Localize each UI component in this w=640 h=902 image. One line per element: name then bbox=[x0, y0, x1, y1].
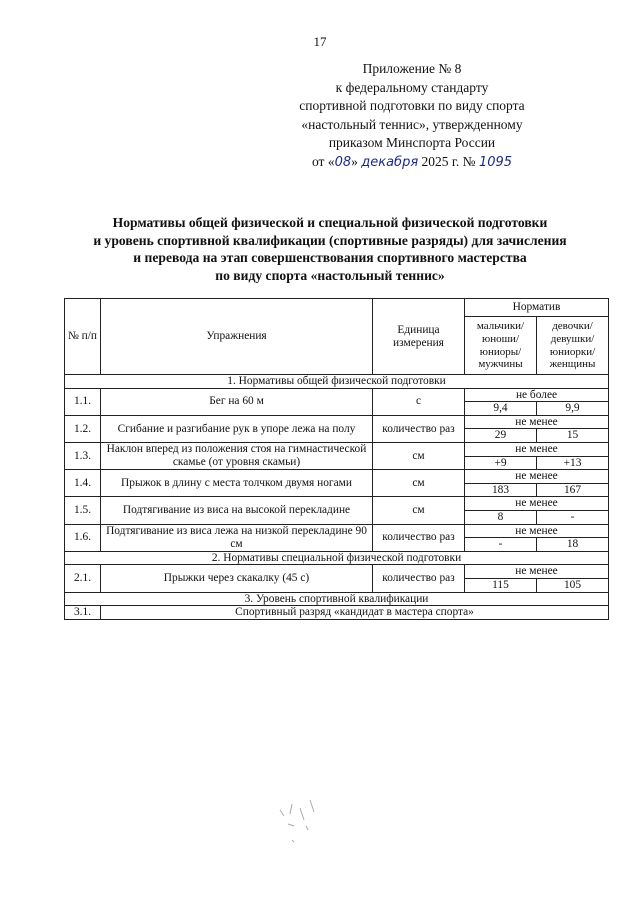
page-number: 17 bbox=[313, 34, 327, 49]
row-value-girls: 167 bbox=[537, 483, 609, 497]
row-condition: не менее bbox=[465, 415, 609, 429]
row-num: 1.6. bbox=[65, 524, 101, 551]
header-exercise: Упражнения bbox=[101, 299, 373, 375]
row-value-boys: 29 bbox=[465, 429, 537, 443]
row-value-girls: - bbox=[537, 510, 609, 524]
row-qualification: Спортивный разряд «кандидат в мастера спорта» bbox=[101, 606, 609, 620]
section-3-heading: 3. Уровень спортивной квалификации bbox=[65, 592, 609, 606]
norms-table bbox=[64, 298, 609, 620]
appendix-line: Приложение № 8 bbox=[362, 61, 462, 76]
faint-mark bbox=[270, 790, 330, 850]
row-value-boys: 9,4 bbox=[465, 402, 537, 416]
header-norm: Норматив bbox=[465, 299, 609, 317]
header-unit: Единица измерения bbox=[373, 299, 465, 375]
row-value-girls: +13 bbox=[537, 456, 609, 470]
row-num: 1.4. bbox=[65, 470, 101, 497]
row-exercise: Бег на 60 м bbox=[101, 388, 373, 415]
title-line: и перевода на этап совершенствования спортивного мастерства bbox=[133, 250, 527, 265]
header-girls: девочки/ девушки/ юниорки/ женщины bbox=[537, 317, 609, 375]
row-condition: не менее bbox=[465, 442, 609, 456]
date-year: 2025 г. № bbox=[421, 153, 476, 169]
row-num: 1.5. bbox=[65, 497, 101, 524]
row-num: 1.1. bbox=[65, 388, 101, 415]
row-value-girls: 18 bbox=[537, 538, 609, 552]
document-title bbox=[40, 214, 620, 284]
date-day-handwritten: 08 bbox=[334, 154, 352, 170]
row-value-boys: - bbox=[465, 538, 537, 552]
row-condition: не более bbox=[465, 388, 609, 402]
row-exercise: Прыжки через скакалку (45 с) bbox=[101, 565, 373, 592]
appendix-line: приказом Минспорта России bbox=[328, 135, 496, 151]
row-exercise: Прыжок в длину с места толчком двумя ногами bbox=[101, 470, 373, 497]
title-line: Нормативы общей физической и специальной физической подготовки bbox=[112, 215, 548, 230]
row-exercise: Сгибание и разгибание рук в упоре лежа на полу bbox=[101, 415, 373, 442]
row-unit: см bbox=[373, 470, 465, 497]
appendix-date-line bbox=[262, 153, 562, 173]
row-exercise: Наклон вперед из положения стоя на гимнастической скамье (от уровня скамьи) bbox=[101, 442, 373, 469]
appendix-line: спортивной подготовки по виду спорта bbox=[299, 98, 525, 114]
section-1-heading: 1. Нормативы общей физической подготовки bbox=[65, 375, 609, 389]
row-value-girls: 9,9 bbox=[537, 402, 609, 416]
row-unit: с bbox=[373, 388, 465, 415]
title-line: по виду спорта «настольный теннис» bbox=[215, 267, 445, 283]
date-month-handwritten: декабря bbox=[361, 154, 419, 170]
row-unit: количество раз bbox=[373, 565, 465, 592]
appendix-block bbox=[262, 60, 562, 173]
row-value-boys: 115 bbox=[465, 578, 537, 592]
order-number-handwritten: 1095 bbox=[478, 154, 513, 170]
row-condition: не менее bbox=[465, 565, 609, 579]
header-num: № п/п bbox=[65, 299, 101, 375]
row-num: 1.3. bbox=[65, 442, 101, 469]
header-boys: мальчики/ юноши/ юниоры/ мужчины bbox=[465, 317, 537, 375]
row-exercise: Подтягивание из виса лежа на низкой перекладине 90 см bbox=[101, 524, 373, 551]
row-exercise: Подтягивание из виса на высокой перекладине bbox=[101, 497, 373, 524]
date-prefix: от « bbox=[311, 153, 335, 169]
section-2-heading: 2. Нормативы специальной физической подготовки bbox=[65, 551, 609, 565]
appendix-line: «настольный теннис», утвержденному bbox=[301, 116, 523, 132]
row-value-boys: +9 bbox=[465, 456, 537, 470]
title-line: и уровень спортивной квалификации (спортивные разряды) для зачисления bbox=[93, 232, 567, 248]
row-num: 3.1. bbox=[65, 606, 101, 620]
date-mid: » bbox=[351, 153, 358, 169]
row-condition: не менее bbox=[465, 497, 609, 511]
row-unit: количество раз bbox=[373, 415, 465, 442]
row-unit: см bbox=[373, 442, 465, 469]
row-condition: не менее bbox=[465, 524, 609, 538]
row-num: 1.2. bbox=[65, 415, 101, 442]
row-num: 2.1. bbox=[65, 565, 101, 592]
row-value-girls: 105 bbox=[537, 578, 609, 592]
appendix-line: к федеральному стандарту bbox=[335, 79, 489, 95]
row-unit: см bbox=[373, 497, 465, 524]
row-value-girls: 15 bbox=[537, 429, 609, 443]
row-condition: не менее bbox=[465, 470, 609, 484]
row-value-boys: 183 bbox=[465, 483, 537, 497]
row-value-boys: 8 bbox=[465, 510, 537, 524]
row-unit: количество раз bbox=[373, 524, 465, 551]
